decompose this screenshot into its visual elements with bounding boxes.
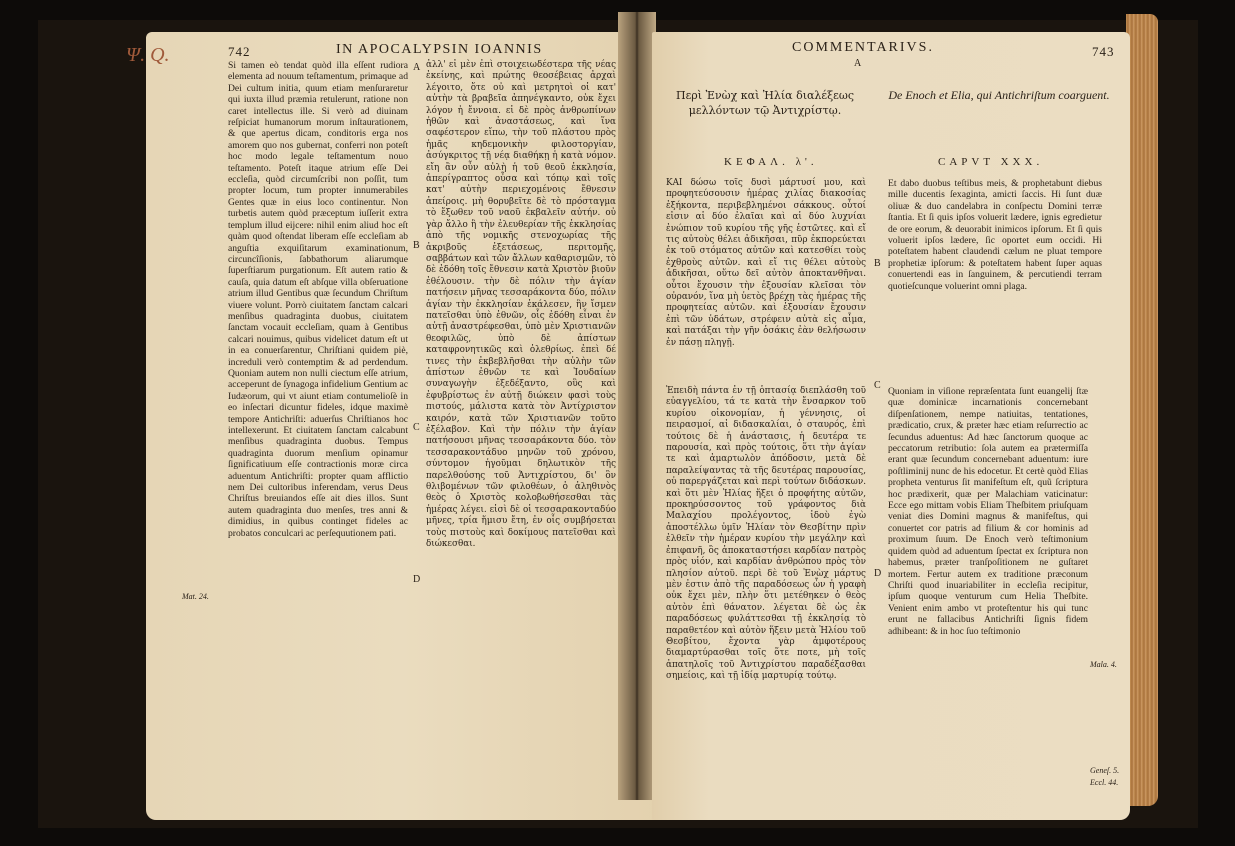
margin-reference-genes: Geneſ. 5. (1090, 766, 1120, 775)
running-head: COMMENTARIVS. (792, 40, 934, 55)
latin-text-top-body: Et dabo duobus teſtibus meis, & prophetabunt diebus mille ducentis ſexaginta, amicti ſaccis. Hi ſunt duæ oliuæ & duo candelabra in conſpectu Domini terræ ſtantia. Et ſi quis ipſos voluerit lædere, ignis egredietur de ore eorum, & deuorabit inimicos ipſorum. Et ſi quis voluerit ipſos lædere, ſic oportet eum occidi. Hi poteſtatem habent claudendi cælum ne pluat tempore prophetiæ ipſorum: & poteſtatem habent ſuper aquas conuertendi eas in ſanguinem, & percutiendi terram quotieſcunque voluerint omni plaga. (888, 178, 1102, 292)
margin-letter-a: A (413, 62, 421, 73)
book-gutter (618, 12, 656, 800)
margin-letter-d: D (413, 574, 421, 585)
page-number: 742 (228, 44, 251, 59)
left-page (126, 32, 660, 820)
latin-text-top (888, 178, 1102, 360)
greek-text-top (666, 178, 866, 360)
margin-reference: Mat. 24. (182, 592, 209, 601)
margin-reference-eccl: Eccl. 44. (1090, 778, 1119, 787)
greek-title: Περὶ Ἐνὼχ καὶ Ἠλία διαλέξεως μελλόντων τῷ Ἀντιχρίστῳ. (676, 89, 854, 117)
running-head: IN APOCALYPSIN IOANNIS (336, 42, 543, 57)
margin-letter-c: C (874, 380, 881, 391)
margin-reference-mala: Mala. 4. (1090, 660, 1117, 669)
page-number: 743 (1092, 44, 1115, 59)
greek-column: ἀλλ' εἰ μὲν ἐπὶ στοιχειωδέστερα τῆς νέας ἐκείνης, καὶ πρώτης θεοσέβειας ἀρχαὶ λέγοιτο, ὅτε οὐ καὶ μετρητοὶ οἱ κατ' αὐτὴν τὰ βραβεῖα ἀπηνέγκαντο, οὐκ ἔχει λόγον ἡ ἔννοια. εἰ δὲ πρὸς ἀνθρωπίνων ἠθῶν καὶ ἀναστάσεως, καὶ ἵνα σαφέστερον εἴπω, τὴν τοῦ πλάστου πρὸς ἡμᾶς κηδεμονικὴν φιλοστοργίαν, ἀσύγκριτος τῇ νέᾳ διαθήκῃ ἡ κατὰ νόμον. εἴη ἂν οὖν αὐλὴ ἡ τοῦ θεοῦ ἐκκλησία, ἀπερίγραπτος οὖσα καὶ τόπῳ καὶ τοῖς κατ' αὐτὴν περιεχομένοις ἔθνεσιν ἀπείροις. μὴ θορυβεῖτε δὲ τὸ πρόσταγμα τὸ ἔξωθεν τοῦ ναοῦ ἐκβαλεῖν αὐτήν. οὐ γὰρ ἄλλο ἢ τὴν ἐλευθερίαν τῆς ἐκκλησίας ἀπὸ τῆς νομικῆς στενοχωρίας τῆς ἀκριβοῦς ἐξετάσεως, περιτομῆς, σαββάτων καὶ τῶν ἄλλων καθαρισμῶν, τὸ δὲ ἐδόθη τοῖς ἔθνεσιν κατὰ Χριστὸν βιοῦν ἐθέλουσιν. τὴν δὲ πόλιν τὴν ἁγίαν πατήσειν μῆνας τεσσαράκοντα δύο, πόλιν ἁγίαν τὴν ἐκκλησίαν ἐκάλεσεν, ἣν ἴσμεν πατεῖσθαι ὑπὸ ἐθνῶν, οἷς ἐδόθη εἶναι ἐν αὐτῇ ἀναστρέφεσθαι, ὑπὸ μὲν Χριστιανῶν θεοφιλῶς, ὑπὸ δὲ ἀπίστων καταφρονητικῶς καὶ ὀλεθρίως. ἐπεὶ δέ τινες τὴν ἐκβεβλῆσθαι τὴν αὐλὴν τῶν ἀπίστων ἐθνῶν τε καὶ Ἰουδαίων συναγωγὴν ἐξεδέξαντο, οὓς καὶ ἐφυβρίστως ἐν αὐτῇ διώκειν φασὶ τοὺς πιστούς, μάλιστα κατὰ τὸν Ἀντίχριστον καιρόν, κατὰ τῶν Χριστιανῶν τοῦτο ἐξέλαβον. Καὶ τὴν πόλιν τὴν ἁγίαν πατήσουσι μῆνας τεσσαράκοντα δύο. τὸν τεσσαρακοντάδυο μηνῶν τοῦ χρόνου, σύντομον ἡγοῦμαι δηλωτικὸν τῆς παρελθούσης τοῦ Ἀντιχρίστου, δι' ὃν θλιβομένων τῶν φιλοθέων, ὁ ἀληθινὸς θεὸς ὁ Χριστὸς κολοβωθήσεσθαι τὰς ἡμέρας λέγει. εἰσὶ δὲ οἱ τεσσαρακονταδύο μῆνες, τρία ἥμισυ ἔτη, ἐν οἷς συμβήσεται τοὺς πιστοὺς καὶ δοκίμους πατεῖσθαι καὶ διώκεσθαι. (426, 60, 616, 550)
section-letter: A (854, 58, 862, 69)
right-page-edges (1126, 14, 1158, 806)
margin-letter-b: B (413, 240, 420, 251)
right-page (652, 32, 1130, 820)
greek-chapter: ΚΕΦΑΛ. λ'. (724, 156, 818, 168)
margin-letter-c: C (413, 422, 420, 433)
greek-text-bottom: Ἐπειδὴ πάντα ἐν τῇ ὁπτασίᾳ διεπλάσθη τοῦ εὐαγγελίου, τά τε κατὰ τὴν ἔνσαρκον τοῦ κυρίου οἰκονομίαν, ἡ γέννησις, οἱ πειρασμοί, αἱ διδασκαλίαι, ὁ σταυρός, ἐπὶ τούτοις δὲ ἡ ἀνάστασις, ἡ δευτέρα τε παρουσία, καὶ πρὸς τούτοις, ὅτι τὴν ἁγίαν τε καὶ ἁμαρτωλὸν ἀπόδοσιν, μετὰ δὲ παραλείψαντας τὰ τῆς δευτέρας παρουσίας, οὐ παρεργάζεται καὶ περὶ τούτων διδάσκων. καὶ ὅτι μὲν Ἠλίας ἥξει ὁ προφήτης αὐτῶν, προκηρύσσοντος τοῦ γράφοντος διὰ Μαλαχίου προλέγοντος, ἰδοὺ ἐγὼ ἀποστέλλω ὑμῖν Ἠλίαν τὸν Θεσβίτην πρὶν ἐλθεῖν τὴν ἡμέραν κυρίου τὴν μεγάλην καὶ ἐπιφανῆ, ὃς ἀποκαταστήσει καρδίαν πατρὸς πρὸς υἱόν, καὶ καρδίαν ἀνθρώπου πρὸς τὸν πλησίον αὐτοῦ. περὶ δὲ τοῦ Ἐνὼχ μάρτυς μὲν ἐστιν ἀπὸ τῆς παραδόσεως ὧν ἡ γραφὴ οὐκ ἔχει μὲν, πλὴν ὅτι μετέθηκεν ὁ θεὸς αὐτὸν ἐπὶ θάνατον. λέγεται δὲ ὡς ἐκ παραδόσεως φυλάττεσθαι τῇ ἐκκλησίᾳ τὸ παραθετέον καὶ αὐτὸν ἥξειν μετὰ Ἠλίου τοῦ Θεσβίτου, ἔχοντα γὰρ ἀμφοτέρους διαμαρτύρασθαι τοῖς ὅτε ποτε, μὴ τοῖς ἀπατηλοῖς τοῦ Ἀντιχρίστου παραδέξασθαι σημείοις, καὶ τῇ ἰδίᾳ μαρτυρίᾳ τούτῳ. (666, 386, 866, 682)
latin-column: Si tamen eò tendat quòd illa eſſent rudiora elementa ad nouum teſtamentum, primaque ad Dei cultum initia, quum etiam menſuraretur qui iuxta illud præmia retulerunt, ratione non caret intellectus ille. Si verò ad diuinam reſpiciat humanorum morum inſtaurationem, & que apertus dicam, conditoris erga nos amorem quo nos gubernat, conferri non poteſt hoc modo legale teſtamentum nouo teſtamento. Poteſt itaque atrium eſſe Dei eccleſia, quòd circumſcribi non poſſit, tum propter locum, tum propter innumerabiles Gentes quæ in eius loco continentur. Non turbetis autem quòd præceptum iuſſerit extra templum illud eijcere: nihil enim aliud hoc eſt quàm quod oſtendat liberam eſſe eccleſiam ab anguſtia exquiſitarum examinationum, circuncîſionis, ſabbathorum aliarumque ſuperſtiarum purgationum. Eſt autem ratio & cauſa, quia datum eſt abſque villa obſeruatione atrium illud Gentibus quæ ſecundum Chriſtum viuere volunt. Porrò ciuitatem ſanctam calcari menſibus quadraginta duobus, ciuitatem ſanctam vocauit eccleſiam, quam à Gentibus calcari nouimus, quibus videlicet datum eſt ut in ea conuerſarentur, Chriſtiani quidem piè, increduli verò contemptim & ad perdendum. Quoniam autem non nulli ciectum eſſe atrium, acceperunt de ſynagoga infidelium Gentium ac Iudæorum, qui vt aiunt etiam contumelioſè in eo inſectari dicuntur fideles, idque maximè tempore Antichriſti: aduerſus Chriſtianos hoc intellexerunt. Et ciuitatem ſanctam calcabunt menſibus quadraginta duobus. Tempus quadraginta duorum menſium opinamur ſignificatiuum eſſe contractionis moræ circa aduentum Antichriſti: propter quam afflictio nem Dei cultoribus inferendam, verus Deus Chriſtus breuiandos eſſe ait dies illos. Sunt autem quadraginta duo menſes, tres anni & dimidius, in quibus continget fideles ac probatos conculcari ac perſequutionem pati. (228, 60, 408, 539)
latin-chapter: CAPVT XXX. (938, 156, 1044, 168)
latin-text-bottom: Quoniam in viſione repræſentata ſunt euangelij ſtæ quæ dominicæ incarnationis concernebant diſpenſationem, nempe natiuitas, tentationes, prædicatio, crux, & præter hæc etiam reſurrectio ac ſecundus aduentus: Ad hæc ſanctorum quoque ac peccatorum retributio: ſola autem ea prætermiſſa erant quæ ſecundum concernebant aduentum: iure poſtliminij nunc de his edocetur. Et certè quòd Elias propheta venturus ſit manifeſtum eſt, quũ ſcriptura hoc prædixerit, quæ per Malachiam vaticinatur: Ecce ego mittam vobis Eliam Theſbitem priuſquam veniat dies Domini magnus & manifeſtus, qui conuertet cor patris ad filium & cor hominis ad proximum ſuum. De Enoch verò teſtimonium quidem quòd ad aduentum ſpectat ex ſcriptura non habemus, præter tranſpoſitionem ne guſtaret mortem. Fertur autem ex traditione præconum Chriſti quod inuariabiliter in eccleſia recipitur, ipſum quoque venturum cum Helia Theſbite. Venient enim ambo vt proteſtentur his qui tunc erunt ne fallacibus Antichriſti ſignis fidem adhibeant: & in hoc ſuo teſtimonio (888, 386, 1088, 637)
handwritten-note: Ψ. Q. (126, 44, 170, 66)
margin-letter-d: D (874, 568, 882, 579)
greek-text-top-body: ΚΑΙ δώσω τοῖς δυσὶ μάρτυσί μου, καὶ προφητεύσουσιν ἡμέρας χιλίας διακοσίας ἑξήκοντα, περιβεβλημένοι σάκκους. οὗτοί εἰσιν αἱ δύο ἐλαῖαι καὶ αἱ δύο λυχνίαι ἐνώπιον τοῦ κυρίου τῆς γῆς ἑστῶτες. καὶ εἴ τις αὐτοὺς θέλει ἀδικῆσαι, πῦρ ἐκπορεύεται ἐκ τοῦ στόματος αὐτῶν καὶ κατεσθίει τοὺς ἐχθροὺς αὐτῶν. καὶ εἴ τις θέλει αὐτοὺς ἀδικῆσαι, οὕτω δεῖ αὐτὸν ἀποκτανθῆναι. οὗτοι ἔχουσιν τὴν ἐξουσίαν κλεῖσαι τὸν οὐρανόν, ἵνα μὴ ὑετὸς βρέχῃ τὰς ἡμέρας τῆς προφητείας αὐτῶν. καὶ ἐξουσίαν ἔχουσιν ἐπὶ τῶν ὑδάτων, στρέφειν αὐτὰ εἰς αἷμα, καὶ πατάξαι τὴν γῆν ὁσάκις ἐὰν θελήσωσιν ἐν πάσῃ πληγῇ. (666, 178, 866, 348)
latin-title: De Enoch et Elia, qui Antichriſtum coarguent. (888, 88, 1110, 102)
margin-letter-b: B (874, 258, 881, 269)
